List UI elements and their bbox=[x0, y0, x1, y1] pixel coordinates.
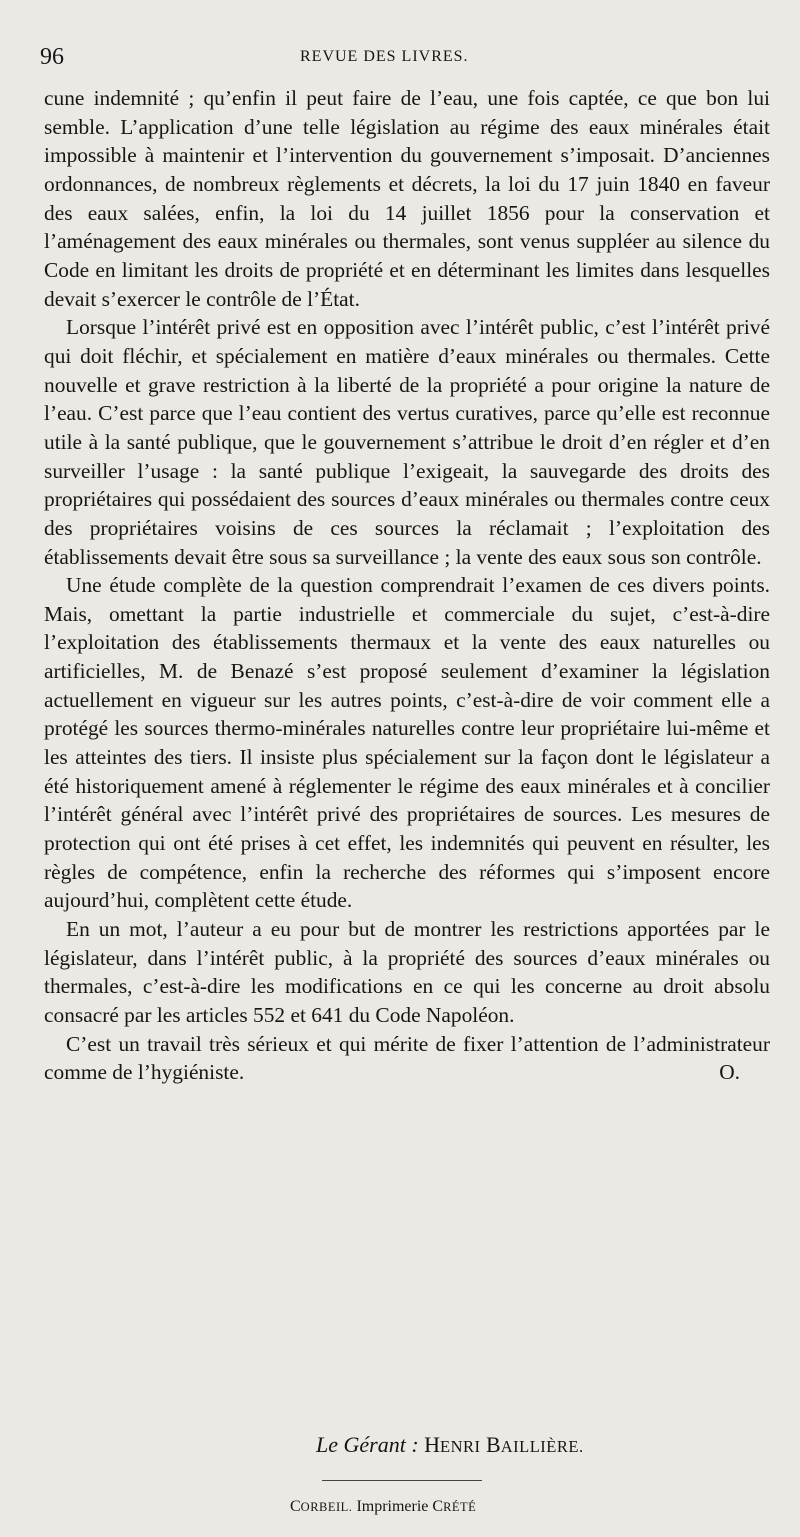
page-header bbox=[40, 40, 780, 74]
printer-name-rest: RÉTÉ bbox=[443, 1500, 477, 1514]
running-head: REVUE DES LIVRES. bbox=[300, 48, 469, 65]
paragraph-interet-prive: Lorsque l’intérêt privé est en opposition avec l’intérêt public, c’est l’intérêt privé qui doit fléchir, et spécialement en matière d’eaux minérales ou thermales. Cette nouvelle et grave restriction à la liberté de la propriété a pour origine la nature de l’eau. C’est parce que l’eau contient des vertus curatives, parce qu’elle est reconnue utile à la santé publique, que le gouvernement s’attribue le droit d’en régler et d’en surveiller l’usage : la santé publique l’exigeait, la sauvegarde des droits des propriétaires qui possédaient des sources d’eaux minérales ou thermales contre ceux des propriétaires voisins de ces sources la réclamait ; l’exploitation des établissements devait être sous sa surveillance ; la vente des eaux sous son contrôle. bbox=[44, 315, 770, 569]
page-number: 96 bbox=[40, 44, 64, 70]
gerant-last-name-rest: AILLIÈRE. bbox=[500, 1437, 584, 1456]
paragraph-conclusion bbox=[44, 1030, 770, 1087]
paragraph-etude-complete: Une étude complète de la question comprendrait l’examen de ces divers points. Mais, omettant la partie industrielle et commerciale du sujet, c’est-à-dire l’exploitation des établissements thermaux et la vente des eaux naturelles ou artificielles, M. de Benazé s’est proposé seulement d’examiner la législation actuellement en vigueur sur les autres points, c’est-à-dire de voir comment elle a protégé les sources thermo-minérales naturelles contre leur propriétaire lui-même et les atteintes des tiers. Il insiste plus spécialement sur la façon dont le législateur a été historiquement amené à réglementer le régime des eaux minérales et à concilier l’intérêt général avec l’intérêt privé des propriétaires de sources. Les mesures de protection qui ont été prises à cet effet, les indemnités qui peuvent en résulter, les règles de compétence, enfin la recherche des réformes qui s’imposent encore aujourd’hui, complètent cette étude. bbox=[44, 573, 770, 913]
reviewer-initial: O. bbox=[719, 1060, 740, 1085]
printer-town-initial: C bbox=[290, 1498, 301, 1515]
printer-name-initial: C bbox=[432, 1498, 444, 1515]
printer-label: Imprimerie bbox=[356, 1498, 429, 1515]
printer-town-rest: ORBEIL. bbox=[300, 1500, 353, 1514]
gerant-role: Le Gérant : bbox=[316, 1432, 419, 1457]
conclusion-text: C’est un travail très sérieux et qui mérite de fixer l’attention de l’administrateur comme de l’hygiéniste. bbox=[44, 1031, 770, 1085]
printer-imprint bbox=[290, 1496, 476, 1518]
gerant-first-name-rest: ENRI bbox=[440, 1437, 481, 1456]
gerant-signature bbox=[316, 1430, 584, 1462]
gerant-initial-last: B bbox=[486, 1432, 501, 1457]
footer-rule bbox=[322, 1480, 482, 1481]
body-text bbox=[44, 84, 770, 1087]
paragraph-continuation: cune indemnité ; qu’enfin il peut faire de l’eau, une fois captée, ce que bon lui semble. L’application d’une telle législation au régime des eaux minérales était impossible à maintenir et l’intervention du gouvernement s’imposait. D’anciennes ordonnances, de nombreux règlements et décrets, la loi du 17 juin 1840 en faveur des eaux salées, enfin, la loi du 14 juillet 1856 pour la conservation et l’aménagement des eaux minérales ou thermales, sont venus suppléer au silence du Code en limitant les droits de propriété et en déterminant les limites dans lesquelles devait s’exercer le contrôle de l’État. bbox=[44, 86, 770, 311]
gerant-initial-first: H bbox=[424, 1432, 441, 1457]
paragraph-en-un-mot: En un mot, l’auteur a eu pour but de montrer les restrictions apportées par le législateur, dans l’intérêt public, à la propriété des sources d’eaux minérales ou thermales, c’est-à-dire les modifications en ce qui les concerne au droit absolu consacré par les articles 552 et 641 du Code Napoléon. bbox=[44, 917, 770, 1027]
